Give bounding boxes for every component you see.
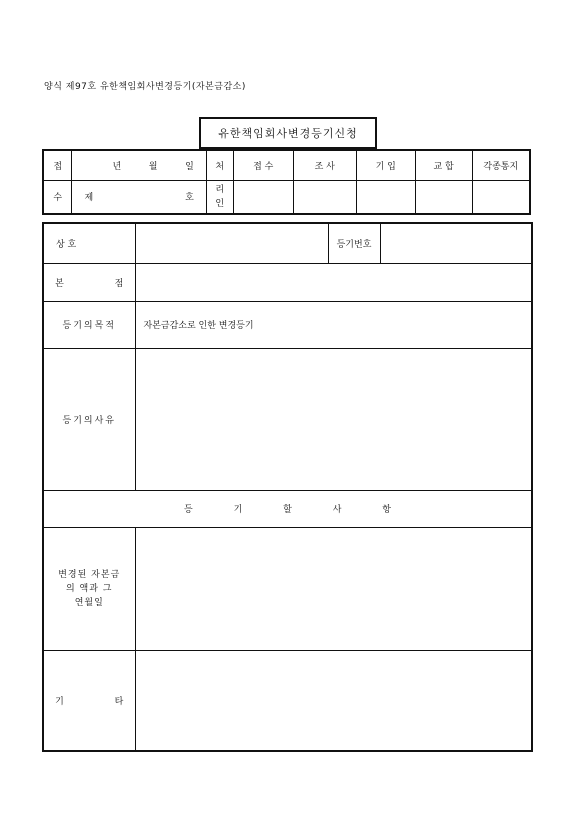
trade-name-label: 상 호 [56,239,77,250]
date-month-label: 월 [148,161,158,172]
purpose-value[interactable]: 자본금감소로 인한 변경등기 [135,301,532,348]
receipt-number-cell[interactable] [72,180,206,214]
handler-cell [206,180,233,214]
receipt-su: 수 [43,180,72,214]
reg-number-label: 등기번호 [328,223,380,263]
col-entry: 기 입 [356,150,415,180]
handler-3: 인 [215,198,225,209]
notice-box[interactable] [472,180,530,214]
reason-value[interactable] [135,348,532,490]
other-value[interactable] [135,650,532,751]
handler-2: 리 [215,184,225,195]
receipt-jeop: 접 [43,150,72,180]
purpose-label: 등기의목적 [43,301,135,348]
date-day-label: 일 [185,161,194,172]
changed-capital-value[interactable] [135,527,532,650]
receipt-table [42,149,531,215]
other-label: 기 타 [43,650,135,751]
number-suffix: 호 [185,193,194,204]
trade-name-value[interactable] [135,223,328,263]
number-prefix: 제 [84,193,94,204]
receipt-box[interactable] [233,180,293,214]
reg-number-value[interactable] [380,223,532,263]
review-box[interactable] [293,180,356,214]
col-review: 조 사 [293,150,356,180]
head-office-value[interactable] [135,263,532,301]
changed-capital-line2: 의 액과 그 [66,583,113,594]
form-title: 유한책임회사변경등기신청 [199,117,377,149]
col-notice: 각종통지 [472,150,530,180]
main-form-table [42,222,533,752]
date-year-label: 년 [112,161,122,172]
check-box[interactable] [415,180,472,214]
receipt-date-cell[interactable] [72,150,206,180]
form-number-label: 양식 제97호 유한책임회사변경등기(자본금감소) [44,82,246,92]
entry-box[interactable] [356,180,415,214]
col-receipt: 접 수 [233,150,293,180]
changed-capital-label [43,527,135,650]
changed-capital-line1: 변경된 자본금 [58,569,121,580]
matters-heading: 등 기 할 사 항 [43,490,532,527]
trade-name-label-cell [43,223,135,263]
reason-label: 등기의사유 [43,348,135,490]
handler-1: 처 [206,150,233,180]
changed-capital-line3: 연월일 [74,597,104,608]
col-check: 교 합 [415,150,472,180]
head-office-label: 본 점 [43,263,135,301]
